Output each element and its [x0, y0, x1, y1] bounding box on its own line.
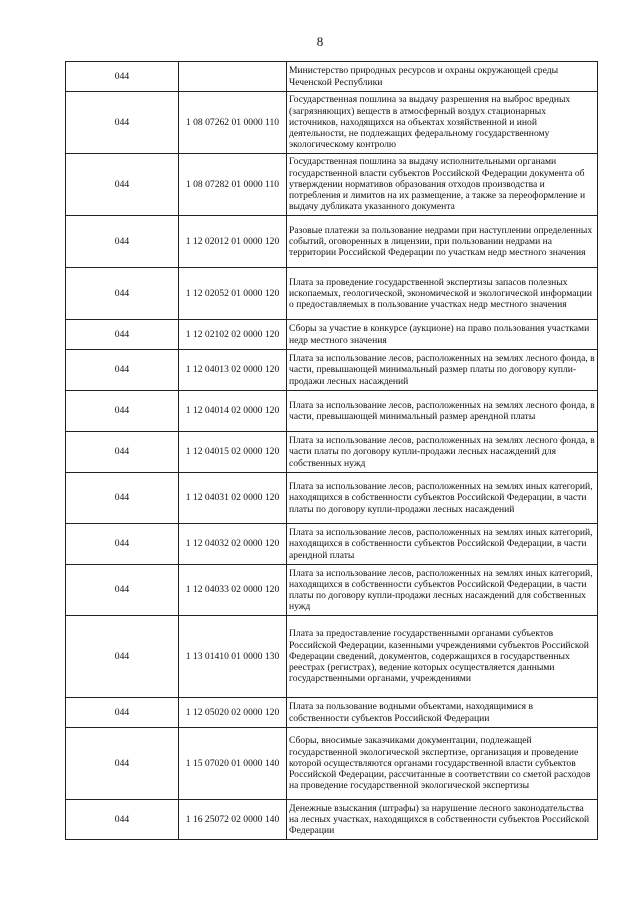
description-cell: Государственная пошлина за выдачу исполнительными органами государственной власти субъектов Российской Федерации документа об утверждении нормативов образования отходов производства и потребления и лимитов на их размещение, а также за переоформление и выдачу дубликата указанного документа	[287, 154, 598, 216]
budget-code-cell: 1 12 04031 02 0000 120	[179, 473, 287, 524]
description-cell: Министерство природных ресурсов и охраны окружающей среды Чеченской Республики	[287, 62, 598, 92]
admin-code-cell: 044	[66, 473, 179, 524]
admin-code-cell: 044	[66, 268, 179, 320]
description-cell: Плата за использование лесов, расположенных на землях иных категорий, находящихся в собственности субъектов Российской Федерации, в части арендной платы	[287, 524, 598, 565]
admin-code-cell: 044	[66, 616, 179, 698]
budget-code-cell	[179, 62, 287, 92]
description-cell: Разовые платежи за пользование недрами при наступлении определенных событий, оговоренных в лицензии, при пользовании недрами на территории Российской Федерации по участкам недр местного значения	[287, 216, 598, 268]
budget-code-cell: 1 12 04014 02 0000 120	[179, 391, 287, 432]
budget-code-cell: 1 12 04032 02 0000 120	[179, 524, 287, 565]
admin-code-cell: 044	[66, 62, 179, 92]
description-cell: Плата за использование лесов, расположенных на землях иных категорий, находящихся в собственности субъектов Российской Федерации, в части платы по договору купли-продажи лесных насаждений	[287, 473, 598, 524]
description-cell: Плата за предоставление государственными органами субъектов Российской Федерации, казенными учреждениями субъектов Российской Федерации сведений, документов, содержащихся в государственных реестрах (регистрах), ведение которых осуществляется данными государственными органами, учреждениями	[287, 616, 598, 698]
table-row	[66, 698, 598, 728]
table-row	[66, 473, 598, 524]
description-cell: Плата за использование лесов, расположенных на землях лесного фонда, в части, превышающей минимальный размер платы по договору купли-продажи лесных насаждений	[287, 350, 598, 391]
budget-code-cell: 1 12 02052 01 0000 120	[179, 268, 287, 320]
description-cell: Плата за проведение государственной экспертизы запасов полезных ископаемых, геологической, экономической и экологической информации о предоставляемых в пользование участках недр местного значения	[287, 268, 598, 320]
admin-code-cell: 044	[66, 565, 179, 616]
budget-code-cell: 1 16 25072 02 0000 140	[179, 800, 287, 840]
budget-code-cell: 1 12 05020 02 0000 120	[179, 698, 287, 728]
table-row	[66, 216, 598, 268]
admin-code-cell: 044	[66, 800, 179, 840]
budget-code-cell: 1 08 07282 01 0000 110	[179, 154, 287, 216]
admin-code-cell: 044	[66, 391, 179, 432]
budget-code-cell: 1 12 02012 01 0000 120	[179, 216, 287, 268]
table-row	[66, 62, 598, 92]
budget-code-cell: 1 12 04015 02 0000 120	[179, 432, 287, 473]
table-row	[66, 728, 598, 800]
table-row	[66, 432, 598, 473]
table-row	[66, 92, 598, 154]
description-cell: Сборы, вносимые заказчиками документации, подлежащей государственной экологической экспертизе, организация и проведение которой осуществляются органами государственной власти субъектов Российской Федерации, рассчитанные в соответствии со сметой расходов на проведение государственной экологической экспертизы	[287, 728, 598, 800]
table-body	[66, 62, 598, 840]
budget-code-cell: 1 12 04013 02 0000 120	[179, 350, 287, 391]
budget-code-cell: 1 13 01410 01 0000 130	[179, 616, 287, 698]
admin-code-cell: 044	[66, 698, 179, 728]
table-row	[66, 616, 598, 698]
table-row	[66, 350, 598, 391]
description-cell: Денежные взыскания (штрафы) за нарушение лесного законодательства на лесных участках, находящихся в собственности субъектов Российской Федерации	[287, 800, 598, 840]
table-row	[66, 565, 598, 616]
admin-code-cell: 044	[66, 524, 179, 565]
description-cell: Плата за использование лесов, расположенных на землях лесного фонда, в части платы по договору купли-продажи лесных насаждений для собственных нужд	[287, 432, 598, 473]
page-number: 8	[316, 34, 324, 49]
table-row	[66, 391, 598, 432]
table-row	[66, 268, 598, 320]
revenue-codes-table	[65, 61, 598, 840]
description-cell: Государственная пошлина за выдачу разрешения на выброс вредных (загрязняющих) веществ в атмосферный воздух стационарных источников, находящихся на объектах хозяйственной и иной деятельности, не подлежащих федеральному государственному экологическому контролю	[287, 92, 598, 154]
description-cell: Плата за использование лесов, расположенных на землях иных категорий, находящихся в собственности субъектов Российской Федерации, в части платы по договору купли-продажи лесных насаждений для собственных нужд	[287, 565, 598, 616]
admin-code-cell: 044	[66, 216, 179, 268]
admin-code-cell: 044	[66, 728, 179, 800]
table-row	[66, 800, 598, 840]
table-row	[66, 320, 598, 350]
admin-code-cell: 044	[66, 154, 179, 216]
description-cell: Плата за пользование водными объектами, находящимися в собственности субъектов Российской Федерации	[287, 698, 598, 728]
budget-code-cell: 1 12 02102 02 0000 120	[179, 320, 287, 350]
admin-code-cell: 044	[66, 432, 179, 473]
budget-code-cell: 1 08 07262 01 0000 110	[179, 92, 287, 154]
table-row	[66, 524, 598, 565]
description-cell: Сборы за участие в конкурсе (аукционе) на право пользования участками недр местного значения	[287, 320, 598, 350]
budget-code-cell: 1 12 04033 02 0000 120	[179, 565, 287, 616]
admin-code-cell: 044	[66, 320, 179, 350]
budget-code-cell: 1 15 07020 01 0000 140	[179, 728, 287, 800]
admin-code-cell: 044	[66, 350, 179, 391]
description-cell: Плата за использование лесов, расположенных на землях лесного фонда, в части, превышающей минимальный размер арендной платы	[287, 391, 598, 432]
admin-code-cell: 044	[66, 92, 179, 154]
table-row	[66, 154, 598, 216]
